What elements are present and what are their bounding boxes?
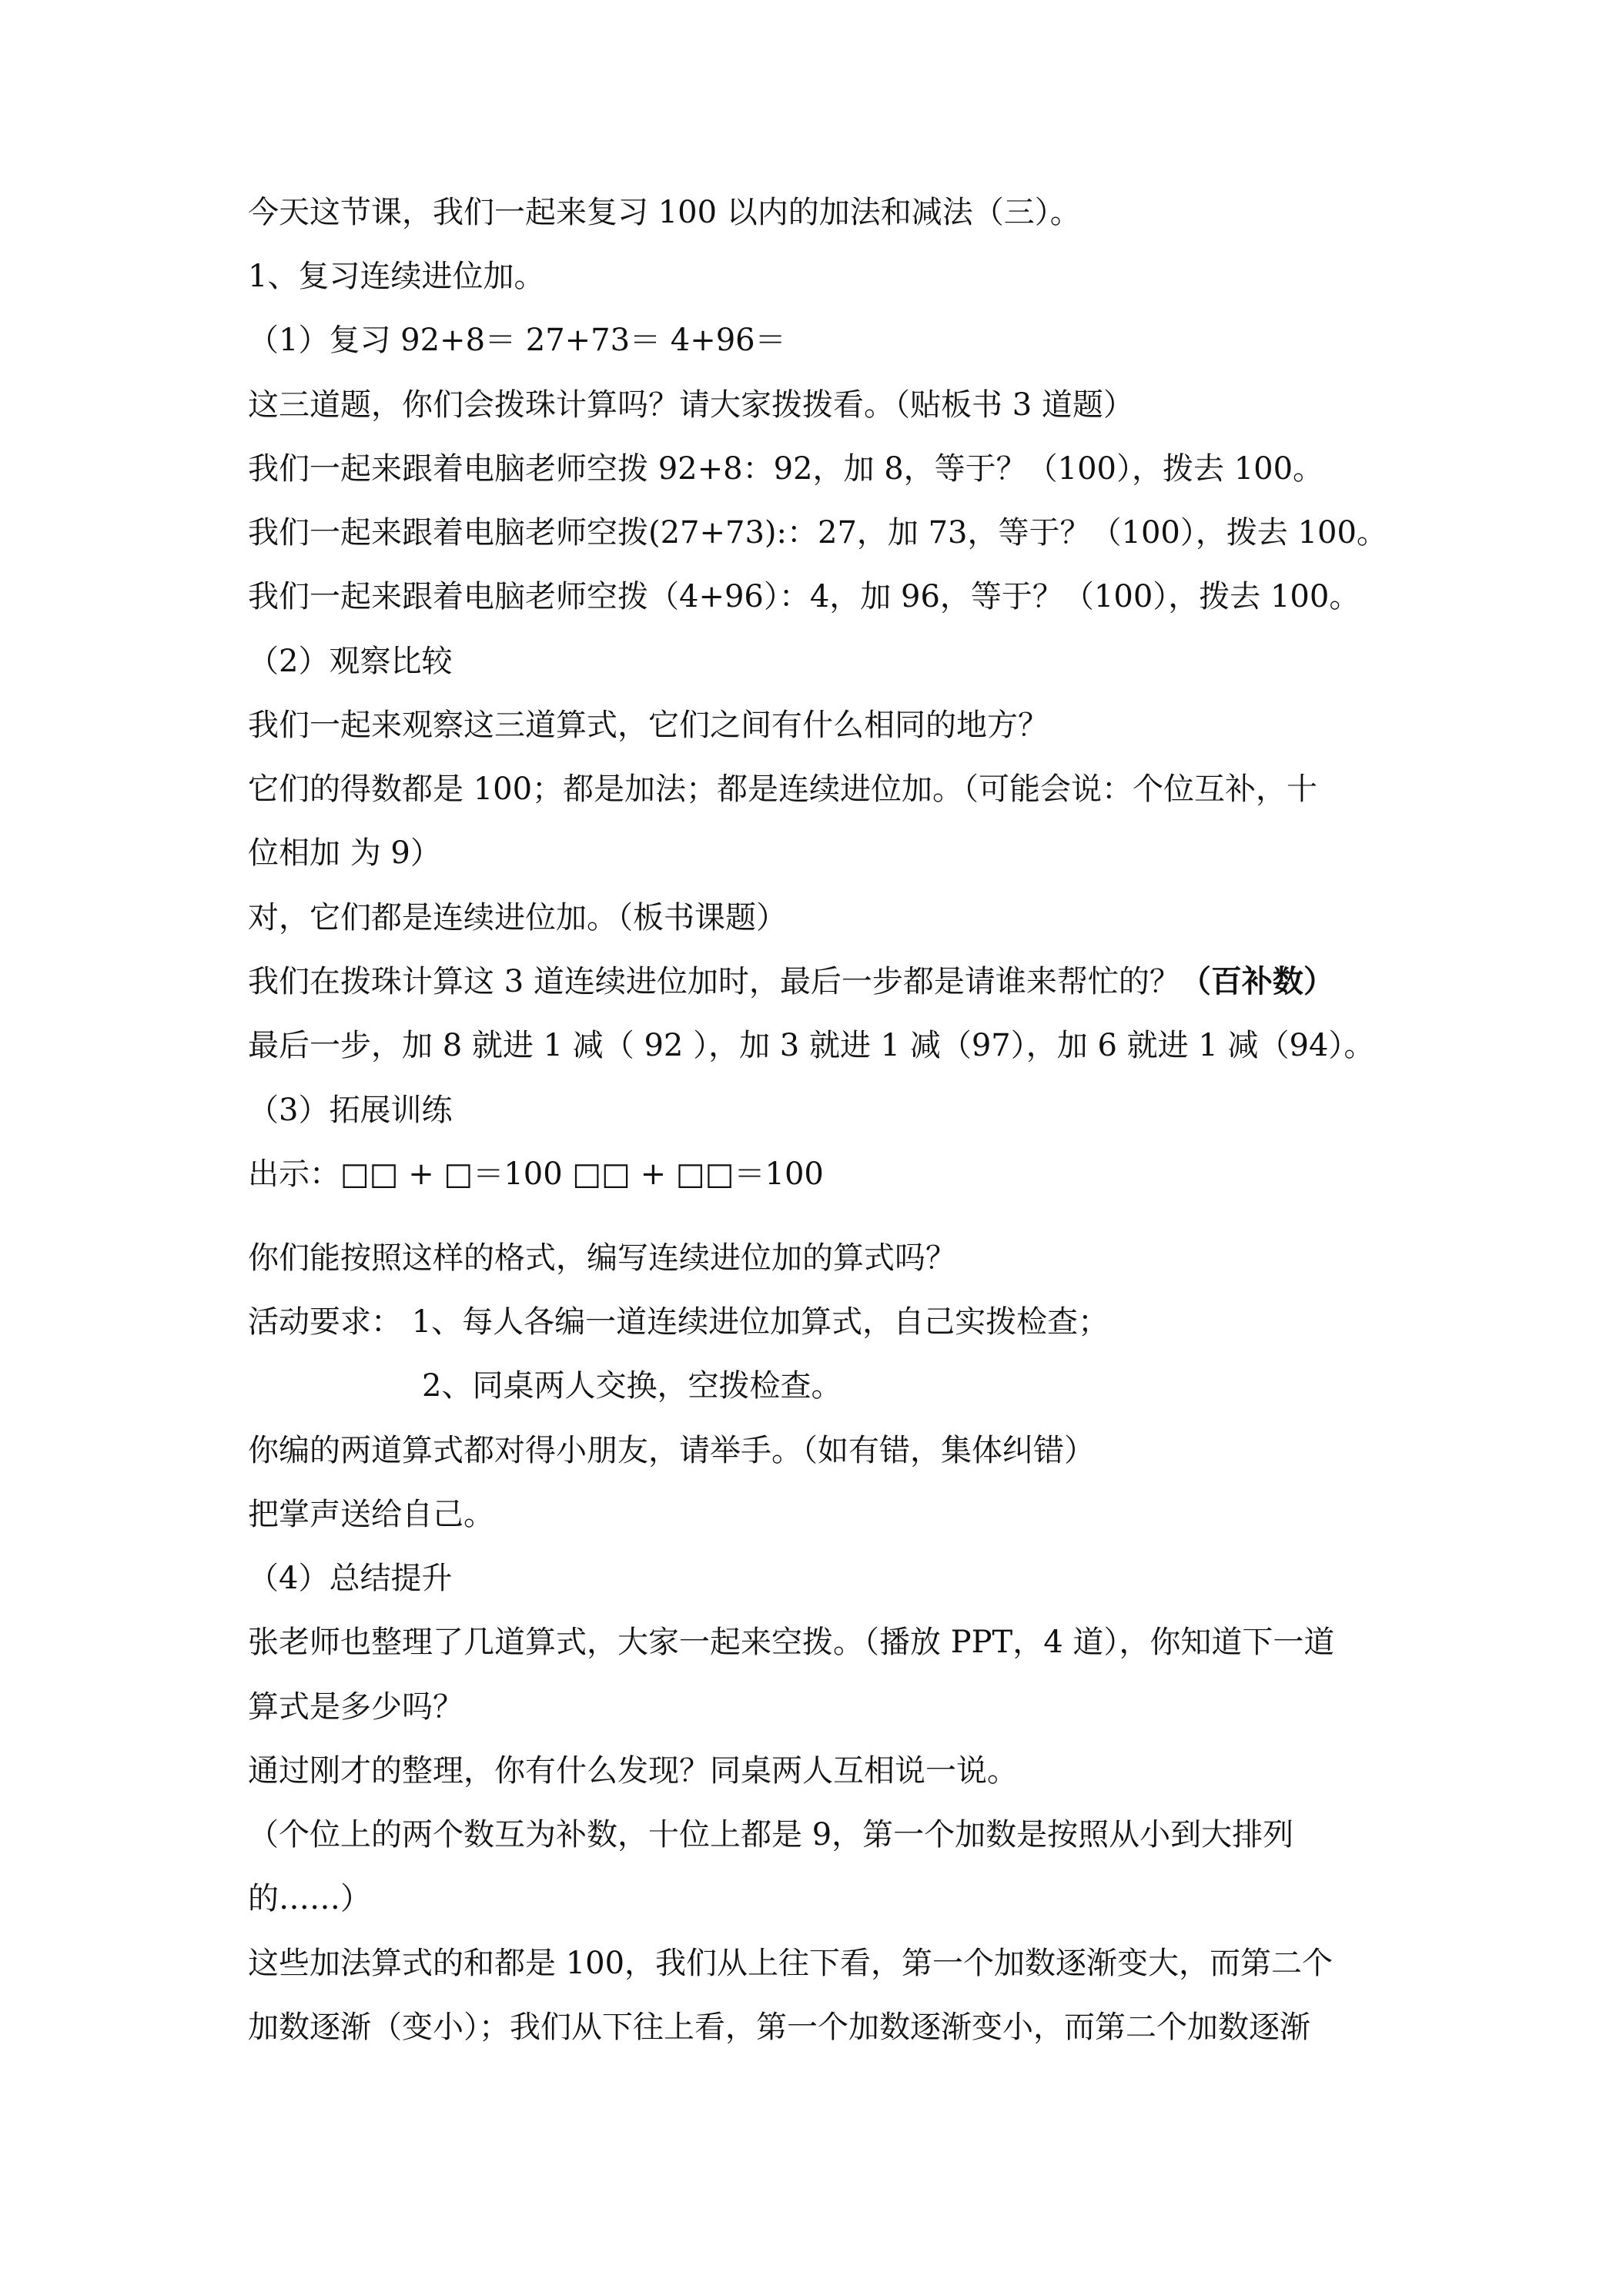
text-line: 通过刚才的整理，你有什么发现？同桌两人互相说一说。: [248, 1753, 1018, 1789]
text-line: 出示：□□ + □＝100 □□ + □□＝100: [248, 1156, 824, 1192]
text-line: [248, 963, 1403, 1000]
answer-highlight: （百补数）: [1180, 963, 1334, 999]
text-line: 活动要求： 1、每人各编一道连续进位加算式，自己实拨检查；: [248, 1304, 1109, 1340]
text-line: 2、同桌两人交换，空拨检查。: [422, 1368, 842, 1404]
text-line: 张老师也整理了几道算式，大家一起来空拨。（播放 PPT，4 道），你知道下一道: [248, 1625, 1335, 1660]
text-line: 位相加 为 9）: [248, 835, 441, 871]
text-line: 把掌声送给自己。: [248, 1497, 494, 1532]
text-line: 的……）: [248, 1881, 371, 1916]
subsection-heading: （3）拓展训练: [248, 1093, 453, 1128]
text-line: 我们一起来跟着电脑老师空拨（4+96）：4，加 96，等于？（100），拨去 100。: [248, 579, 1360, 614]
text-line: 你们能按照这样的格式，编写连续进位加的算式吗？: [248, 1240, 956, 1276]
text-line: 1、复习连续进位加。: [248, 259, 545, 294]
text-line: 这三道题，你们会拨珠计算吗？请大家拨拨看。（贴板书 3 道题）: [248, 387, 1134, 423]
text-line: 这些加法算式的和都是 100，我们从上往下看，第一个加数逐渐变大，而第二个: [248, 1946, 1334, 1981]
text-line: （个位上的两个数互为补数，十位上都是 9，第一个加数是按照从小到大排列: [248, 1817, 1294, 1853]
text-line: 今天这节课，我们一起来复习 100 以内的加法和减法（三）。: [248, 195, 1081, 230]
text-line: 我们一起来跟着电脑老师空拨(27+73):：27，加 73，等于？（100），拨去 100。: [248, 515, 1387, 551]
text-line: 加数逐渐（变小）；我们从下往上看，第一个加数逐渐变小，而第二个加数逐渐: [248, 2010, 1310, 2045]
text-line: 最后一步，加 8 就进 1 减（ 92 ），加 3 就进 1 减（97），加 6 就进 1 减（94）。: [248, 1028, 1375, 1063]
text-line: 它们的得数都是 100；都是加法；都是连续进位加。（可能会说：个位互补，十: [248, 771, 1318, 807]
text-line: 我们一起来观察这三道算式，它们之间有什么相同的地方？: [248, 708, 1049, 743]
text-line: （1）复习 92+8＝ 27+73＝ 4+96＝: [248, 323, 786, 358]
text-line: 对，它们都是连续进位加。（板书课题）: [248, 900, 787, 935]
text-line: 算式是多少吗？: [248, 1689, 463, 1725]
question-text: 我们在拨珠计算这 3 道连续进位加时，最后一步都是请谁来帮忙的？: [248, 964, 1180, 999]
subsection-heading: （4）总结提升: [248, 1561, 453, 1596]
subsection-heading: （2）观察比较: [248, 644, 453, 679]
text-line: 你编的两道算式都对得小朋友，请举手。（如有错，集体纠错）: [248, 1433, 1095, 1468]
text-line: 我们一起来跟着电脑老师空拨 92+8：92，加 8，等于？（100），拨去 100。: [248, 451, 1324, 487]
